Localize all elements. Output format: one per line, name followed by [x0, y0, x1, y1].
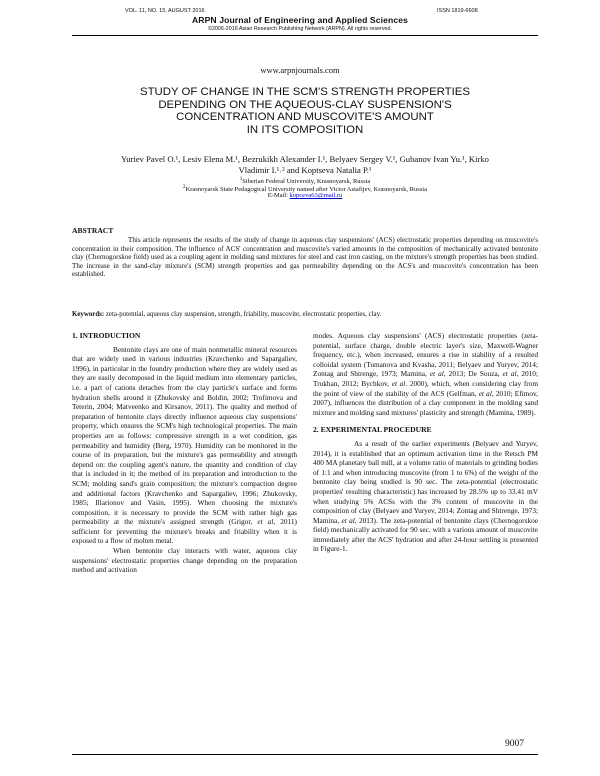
paper-title [72, 86, 538, 136]
rc-etal-5: et al [341, 515, 355, 525]
keywords-label: Keywords: [72, 311, 105, 318]
rc-p1-c: , 2010; Trukhan, 2012; Bychkov, [313, 369, 538, 388]
rc-p1-b: , 2013; De Souza, [443, 369, 500, 379]
abstract-heading: ABSTRACT [72, 226, 114, 235]
rc-etal-3: et al [391, 378, 406, 388]
issn: ISSN 1819-6608 [437, 8, 478, 14]
affiliation-1-text: Siberian Federal University, Krasnoyarsk, Russia [242, 178, 371, 186]
rc-p2-a: As a result of the earlier experiments (Belyaev and Yuryev, 2014), it is established that an optimum activation time in the Retsch PM 400 MA planetary ball mill, at a volume ratio of materials to grinding bodies of 1:1 and when introducing muscovite (from 1 to 6%) of the weight of the bentonite clay being studied is 90 sec. The zeta-potential (electrostatic properties' resulting characteristic) has increased by 28.5% up to 33.41 mV when studying 5% ACSs with the 3% content of muscovite in the composition of clay (Belyaev and Yuryev, 2014; Zontag and Shtrenge, 1973; Mamina, [313, 438, 538, 525]
journal-name: ARPN Journal of Engineering and Applied Sciences [191, 15, 409, 25]
page-number: 9007 [505, 739, 524, 749]
intro-p1-text: Bentonite clays are one of main nonmetallic mineral resources that are widely used in various industries (Kravchenko and Sapargaliev, 1996), in particular in the foundry production where they are widely used as they are easily decomposed in the liquid medium into elementary particles, i.e. a part of cations detaches from the clay particle's surface and forms hydration shells around it (Zhukovsky and Boldin, 2002; Trofimova and Teterin, 2004; Matveenko and Kirsanov, 2011). The quality and method of preparation of bentonite clays directly influence aqueous clay suspensions' property, which ensures the SCM's high technological properties. The main properties are as follows: compressive strength in a wet condition, gas permeability and humidity (Berg, 1970). Humidity can be monitored in the course of its preparation, but the mixture's gas permeability and strength depend on: the coupling agent's nature, the quantity and condition of clay that is included in it; the method of its preparation and introduction to the SCM; molding sand's grain composition; the mixture's compaction degree and additional factors (Kravchenko and Sapargaliev, 1996; Zhukovsky, 1985; Illarionov and Vasin, 1995). When choosing the mixture's composition, it is necessary to provide the SCM with rather high gas permeability at the mixture's assigned strength (Grigor, [72, 344, 297, 527]
section-heading-introduction: 1. INTRODUCTION [72, 331, 141, 340]
intro-paragraph-1 [72, 345, 297, 546]
author-list [72, 154, 538, 176]
footer-rule [72, 754, 538, 755]
rc-p1-a: modes. Aqueous clay suspensions' (ACS) electrostatic properties (zeta-potential, surface charge, double electric layer's size, Maxwell-Wagner frequency, etc.), when increased, ensures a rise in stability of a resulted colloidal system (Tumanova and Kvasha, 2011; Belyaev and Yuryev, 2014; Zontag and Shtrenge, 1973; Mamina, [313, 331, 538, 379]
email-label: E-Mail: [267, 192, 290, 199]
affiliation-1: $^1$Siberian Federal University, Krasnoyarsk, Russia [239, 177, 371, 186]
intro-paragraph-3 [313, 331, 538, 417]
rc-etal-2: et al [502, 369, 517, 379]
affiliation-2-text: Krasnoyarsk State Pedagogical University named after Victor Astafijev, Krasnoyarsk, Russia [185, 186, 427, 194]
rc-p1-d: . 2000), which, when considering clay from the point of view of the stability of the ACS (Gelfman, [313, 378, 538, 398]
authors-line-1: Yuriev Pavel O.¹, Lesiv Elena M.¹, Bezrukikh Alexander I.¹, Belyaev Sergey V.¹, Gubanov Ivan Yu.¹, Kirko [121, 154, 489, 164]
authors-line-2: Vladimir I.¹˒² and Koptseva Natalia P.¹ [238, 165, 372, 175]
email-line [72, 192, 538, 200]
journal-url: www.arpnjournals.com [260, 65, 340, 75]
intro-p1-etal: et al [257, 517, 274, 527]
left-column [72, 331, 297, 575]
header-rule [72, 35, 538, 36]
affiliation-2: $^2$Krasnoyarsk State Pedagogical University named after Victor Astafijev, Krasnoyarsk, Russia [183, 185, 427, 194]
title-line-2: DEPENDING ON THE AQUEOUS-CLAY SUSPENSION'S [158, 98, 452, 111]
abstract-text: This article represents the results of the study of change in aqueous clay suspensions' (ACS) electrostatic properties depending on muscovite's concentration in their composition. The influence of ACS' concentration and muscovite's varied amounts in the composition of mechanically activated bentonite clay (Chernogorskoe field) used as a coupling agent in molding sand mixtures for steel and cast iron casting, on the mixture's strength properties has been studied. The increase in the sand-clay mixture's (SCM) strength properties and gas permeability depending on the ACS's and muscovite's concentration has been established. [72, 236, 538, 279]
volume-info: VOL. 11, NO. 15, AUGUST 2016 [125, 8, 205, 14]
title-line-4: IN ITS COMPOSITION [246, 123, 364, 136]
rc-p2-b: , 2013). The zeta-potential of bentonite clays (Chernogorskoe field) mechanically activated for 90 sec. with a various amount of muscovite immediately after the ACS' hydration and after 24-hour settling is presented in Figure-1. [313, 515, 538, 554]
intro-paragraph-2: When bentonite clay interacts with water, aqueous clay suspensions' electrostatic properties change depending on the preparation method and activation [72, 546, 297, 575]
experimental-paragraph-1 [313, 439, 538, 554]
copyright-notice: ©2006-2016 Asian Research Publishing Network (ARPN). All rights reserved. [207, 26, 393, 32]
intro-p1-tail: , 2011) sufficient for preventing the mixture's breaks and friability when it is exposed to a flow of molten metal. [72, 517, 297, 546]
email-link[interactable]: kopceva63@mail.ru [289, 192, 343, 199]
rc-etal-4: et al [478, 388, 492, 398]
title-line-3: CONCENTRATION AND MUSCOVITE'S AMOUNT [176, 111, 434, 123]
right-column [313, 331, 538, 554]
keywords [72, 311, 538, 320]
keywords-text: zeta-potential, aqueous clay suspension, strength, friability, muscovite, electrostatic properties, clay. [104, 311, 382, 318]
rc-p1-e: , 2010; Efimov, 2007), influences the distribution of a clay component in the molding sand mixture and molding sand mixtures' plasticity and strength (Mamina, 1989). [313, 388, 538, 417]
section-heading-experimental: 2. EXPERIMENTAL PROCEDURE [313, 425, 432, 435]
rc-etal-1: et al [429, 369, 444, 379]
title-line-1: STUDY OF CHANGE IN THE SCM'S STRENGTH PROPERTIES [139, 86, 471, 98]
